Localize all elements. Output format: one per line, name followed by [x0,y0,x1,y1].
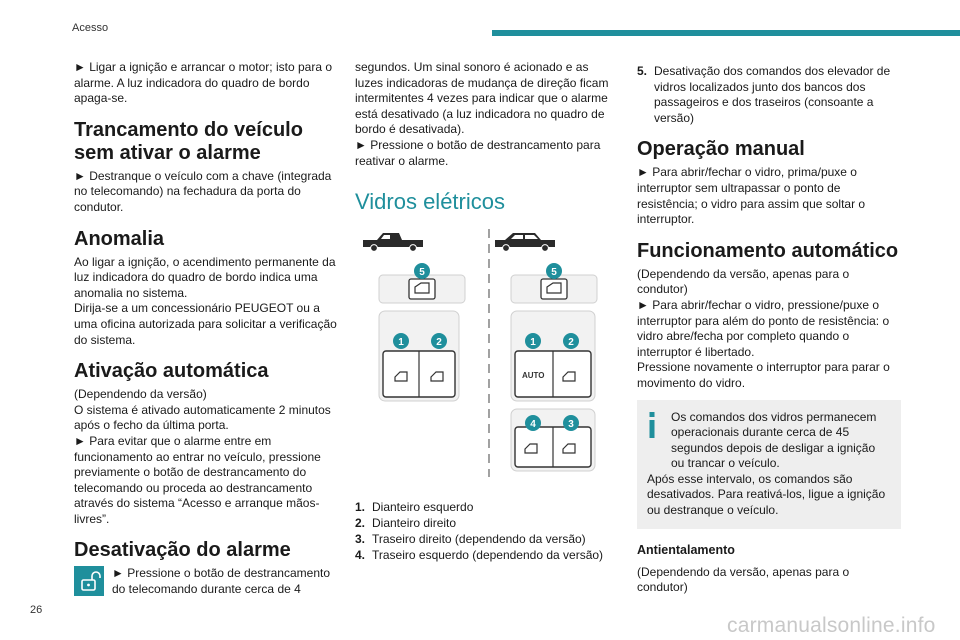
column-right [637,60,901,596]
heading-electric-windows: Vidros elétricos [355,189,505,215]
heading-automatic-operation: Funcionamento automático [637,239,899,262]
callout-2-right: 2 [568,337,574,349]
paragraph-automatic-stop: Pressione novamente o interruptor para parar o movimento do vidro. [637,360,890,390]
watermark-text: carmanualsonline.info [727,614,936,637]
callout-3: 3 [568,419,574,431]
column-left [74,60,340,598]
heading-lock-without-alarm: Trancamento do veículo sem ativar o alarme [74,118,303,164]
paragraph-fault-1: Ao ligar a ignição, o acendimento permanente da luz indicadora do quadro de bordo indica uma anomalia no sistema. [74,254,336,300]
list-item: 2. Dianteiro direito [355,516,457,531]
header-accent-bar [492,30,960,36]
callout-4: 4 [530,419,536,431]
paragraph-lock-without-alarm: ► Destranque o veículo com a chave (integrada no telecomando) na fechadura da porta do condutor. [74,168,332,214]
column-middle [355,60,617,563]
window-switch-legend [355,499,617,563]
window-controls-illustration [355,227,615,477]
callout-1-right: 1 [530,337,536,349]
paragraph-auto-version: (Dependendo da versão) [74,387,207,402]
list-item: 1. Dianteiro esquerdo [355,500,474,515]
list-item: 3. Traseiro direito (dependendo da versão) [355,532,586,547]
callout-2-left: 2 [436,337,442,349]
pickup-car-icon [363,233,423,251]
paragraph-start-engine: ► Ligar a ignição e arrancar o motor; isto para o alarme. A luz indicadora do quadro de bordo apaga-se. [74,60,333,106]
page-number: 26 [30,604,43,616]
window-controls-figure [355,227,615,477]
deactivation-row [74,566,340,597]
paragraph-reactivate: ► Pressione o botão de destrancamento para reativar o alarme. [355,137,601,168]
list-item-5: 5. Desativação dos comandos dos elevador de vidros localizados junto dos bancos dos passageiros e dos traseiros (consoante a versão) [637,64,891,125]
paragraph-manual-operation: ► Para abrir/fechar o vidro, prima/puxe o interruptor sem ultrapassar o ponto de resistência; o vidro para assim que soltar o interruptor. [637,165,866,227]
heading-fault: Anomalia [74,227,165,250]
heading-manual-operation: Operação manual [637,138,805,161]
list-item: 4. Traseiro esquerdo (dependendo da versão) [355,548,604,563]
crew-cab-car-icon [495,233,555,251]
info-paragraph-1: Os comandos dos vidros permanecem operacionais durante cerca de 45 segundos depois de desligar a ignição ou trancar o veículo. [671,409,877,471]
callout-5-left: 5 [419,267,425,279]
callout-5-right: 5 [551,267,557,279]
info-icon [647,412,657,438]
paragraph-automatic-version: (Dependendo da versão, apenas para o condutor) [637,266,850,297]
paragraph-deactivation-continued: segundos. Um sinal sonoro é acionado e as luzes indicadoras de mudança de direção ficam intermitentes 4 vezes para indicar que o alarme está desativado (a luz indicadora no quadro de bordo é desativada). [355,60,609,137]
paragraph-fault-2: Dirija-se a um concessionário PEUGEOT ou a uma oficina autorizada para solicitar a verificação do sistema. [74,301,337,347]
heading-deactivation: Desativação do alarme [74,539,291,562]
callout-1-left: 1 [398,337,404,349]
info-box [637,400,901,529]
paragraph-anti-pinch: (Dependendo da versão, apenas para o condutor) [637,564,850,595]
info-paragraph-2: Após esse intervalo, os comandos são desativados. Para reativá-los, ligue a ignição ou destranque o veículo. [647,471,886,518]
heading-anti-pinch: Antientalamento [637,542,735,557]
paragraph-deactivation: ► Pressione o botão de destrancamento do telecomando durante cerca de 4 [112,566,331,597]
paragraph-automatic-open-close: ► Para abrir/fechar o vidro, pressione/puxe o interruptor para além do ponto de resistência: o vidro abre/fecha por completo quando o interruptor é libertado. [637,297,890,359]
paragraph-auto-activation: O sistema é ativado automaticamente 2 minutos após o fecho da última porta. [74,402,331,433]
auto-switch-label: AUTO [522,371,545,381]
header-section-title: Acesso [72,22,109,34]
heading-automatic-activation: Ativação automática [74,360,269,383]
unlock-padlock-icon [74,566,104,596]
paragraph-auto-avoid: ► Para evitar que o alarme entre em funcionamento ao entrar no veículo, pressione previamente o botão de destrancamento do telecomando ou proceda ao destrancamento através do sistema “Acesso e arranque mãos-livres”. [74,433,321,526]
